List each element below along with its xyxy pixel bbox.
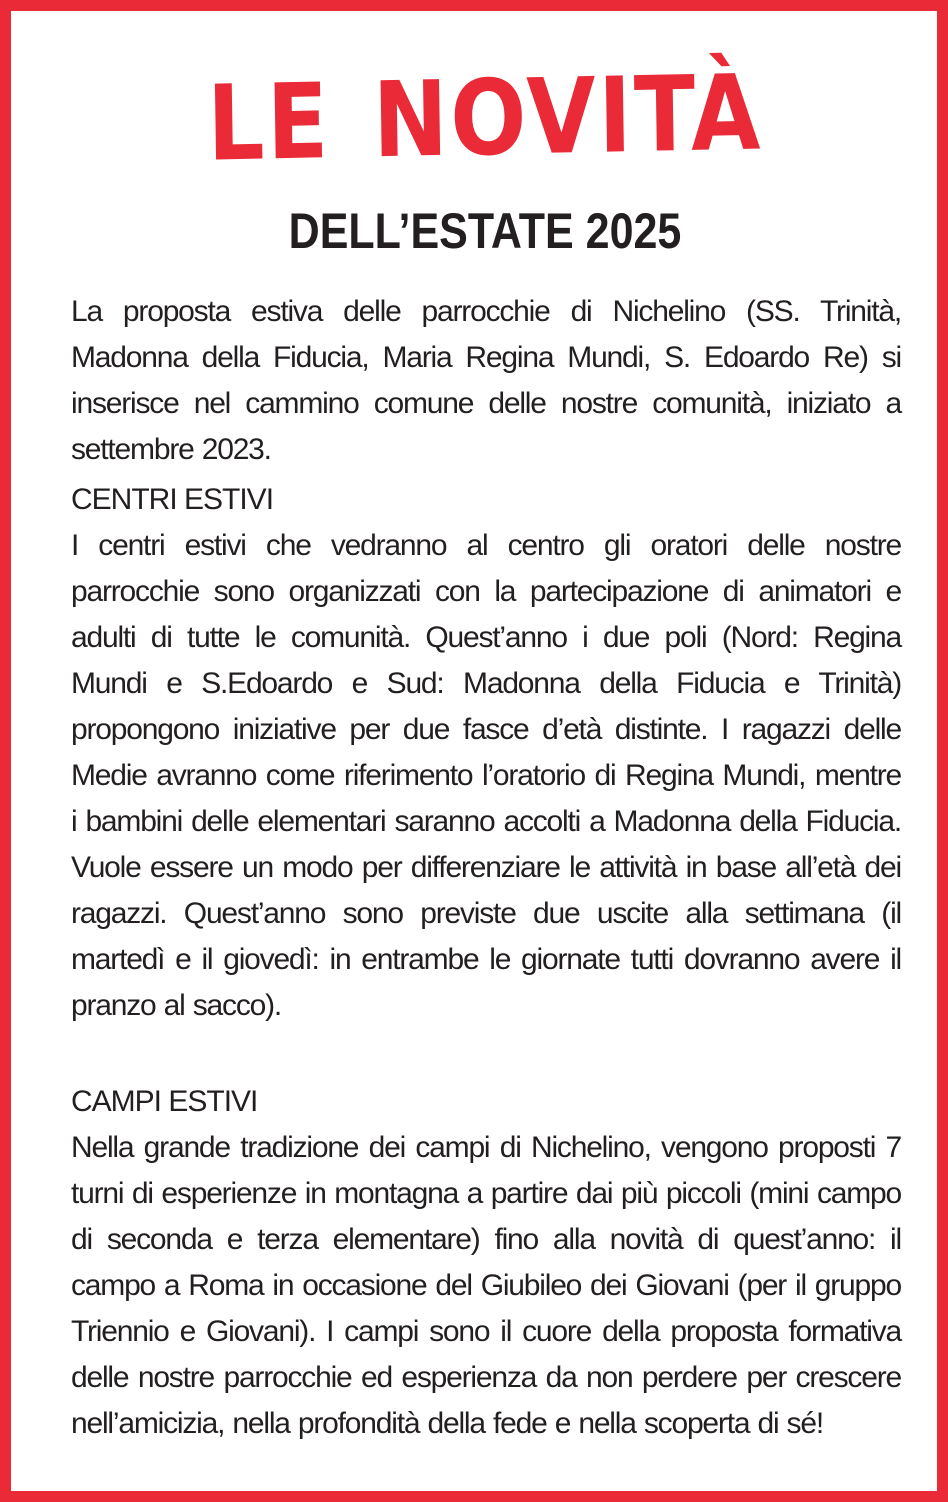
page-title: LE NOVITÀ bbox=[206, 51, 764, 185]
section-heading-campi-estivi: CAMPI ESTIVI bbox=[71, 1085, 258, 1118]
section-heading-centri-estivi: CENTRI ESTIVI bbox=[71, 483, 274, 516]
section-body-campi-estivi: Nella grande tradizione dei campi di Nichelino, vengono proposti 7 turni di esperienze in montagna a partire dai più piccoli (mini campo di seconda e terza elementare) fino alla novità di quest’anno: il campo a Roma in occasione del Giubileo dei Giovani (per il gruppo Triennio e Giovani). I campi sono il cuore della proposta formativa delle nostre parrocchie ed esperienza da non perdere per crescere nell’amicizia, nella profondità della fede e nella scoperta di sé! bbox=[71, 1131, 901, 1440]
page-subtitle: DELL’ESTATE 2025 bbox=[288, 203, 682, 259]
intro-paragraph: La proposta estiva delle parrocchie di Nichelino (SS. Trinità, Madonna della Fiducia, Maria Regina Mundi, S. Edoardo Re) si inserisce nel cammino comune delle nostre comunità, iniziato a settembre 2023. bbox=[71, 295, 901, 466]
section-body-centri-estivi: I centri estivi che vedranno al centro gli oratori delle nostre parrocchie sono organizzati con la partecipazione di animatori e adulti di tutte le comunità. Quest’anno i due poli (Nord: Regina Mundi e S.Edoardo e Sud: Madonna della Fiducia e Trinità) propongono iniziative per due fasce d’età distinte. I ragazzi delle Medie avranno come riferimento l’oratorio di Regina Mundi, mentre i bambini delle elementari saranno accolti a Madonna della Fiducia. Vuole essere un modo per differenziare le attività in base all’età dei ragazzi. Quest’anno sono previste due uscite alla settimana (il martedì e il giovedì: in entrambe le giornate tutti dovranno avere il pranzo al sacco). bbox=[71, 529, 901, 1022]
